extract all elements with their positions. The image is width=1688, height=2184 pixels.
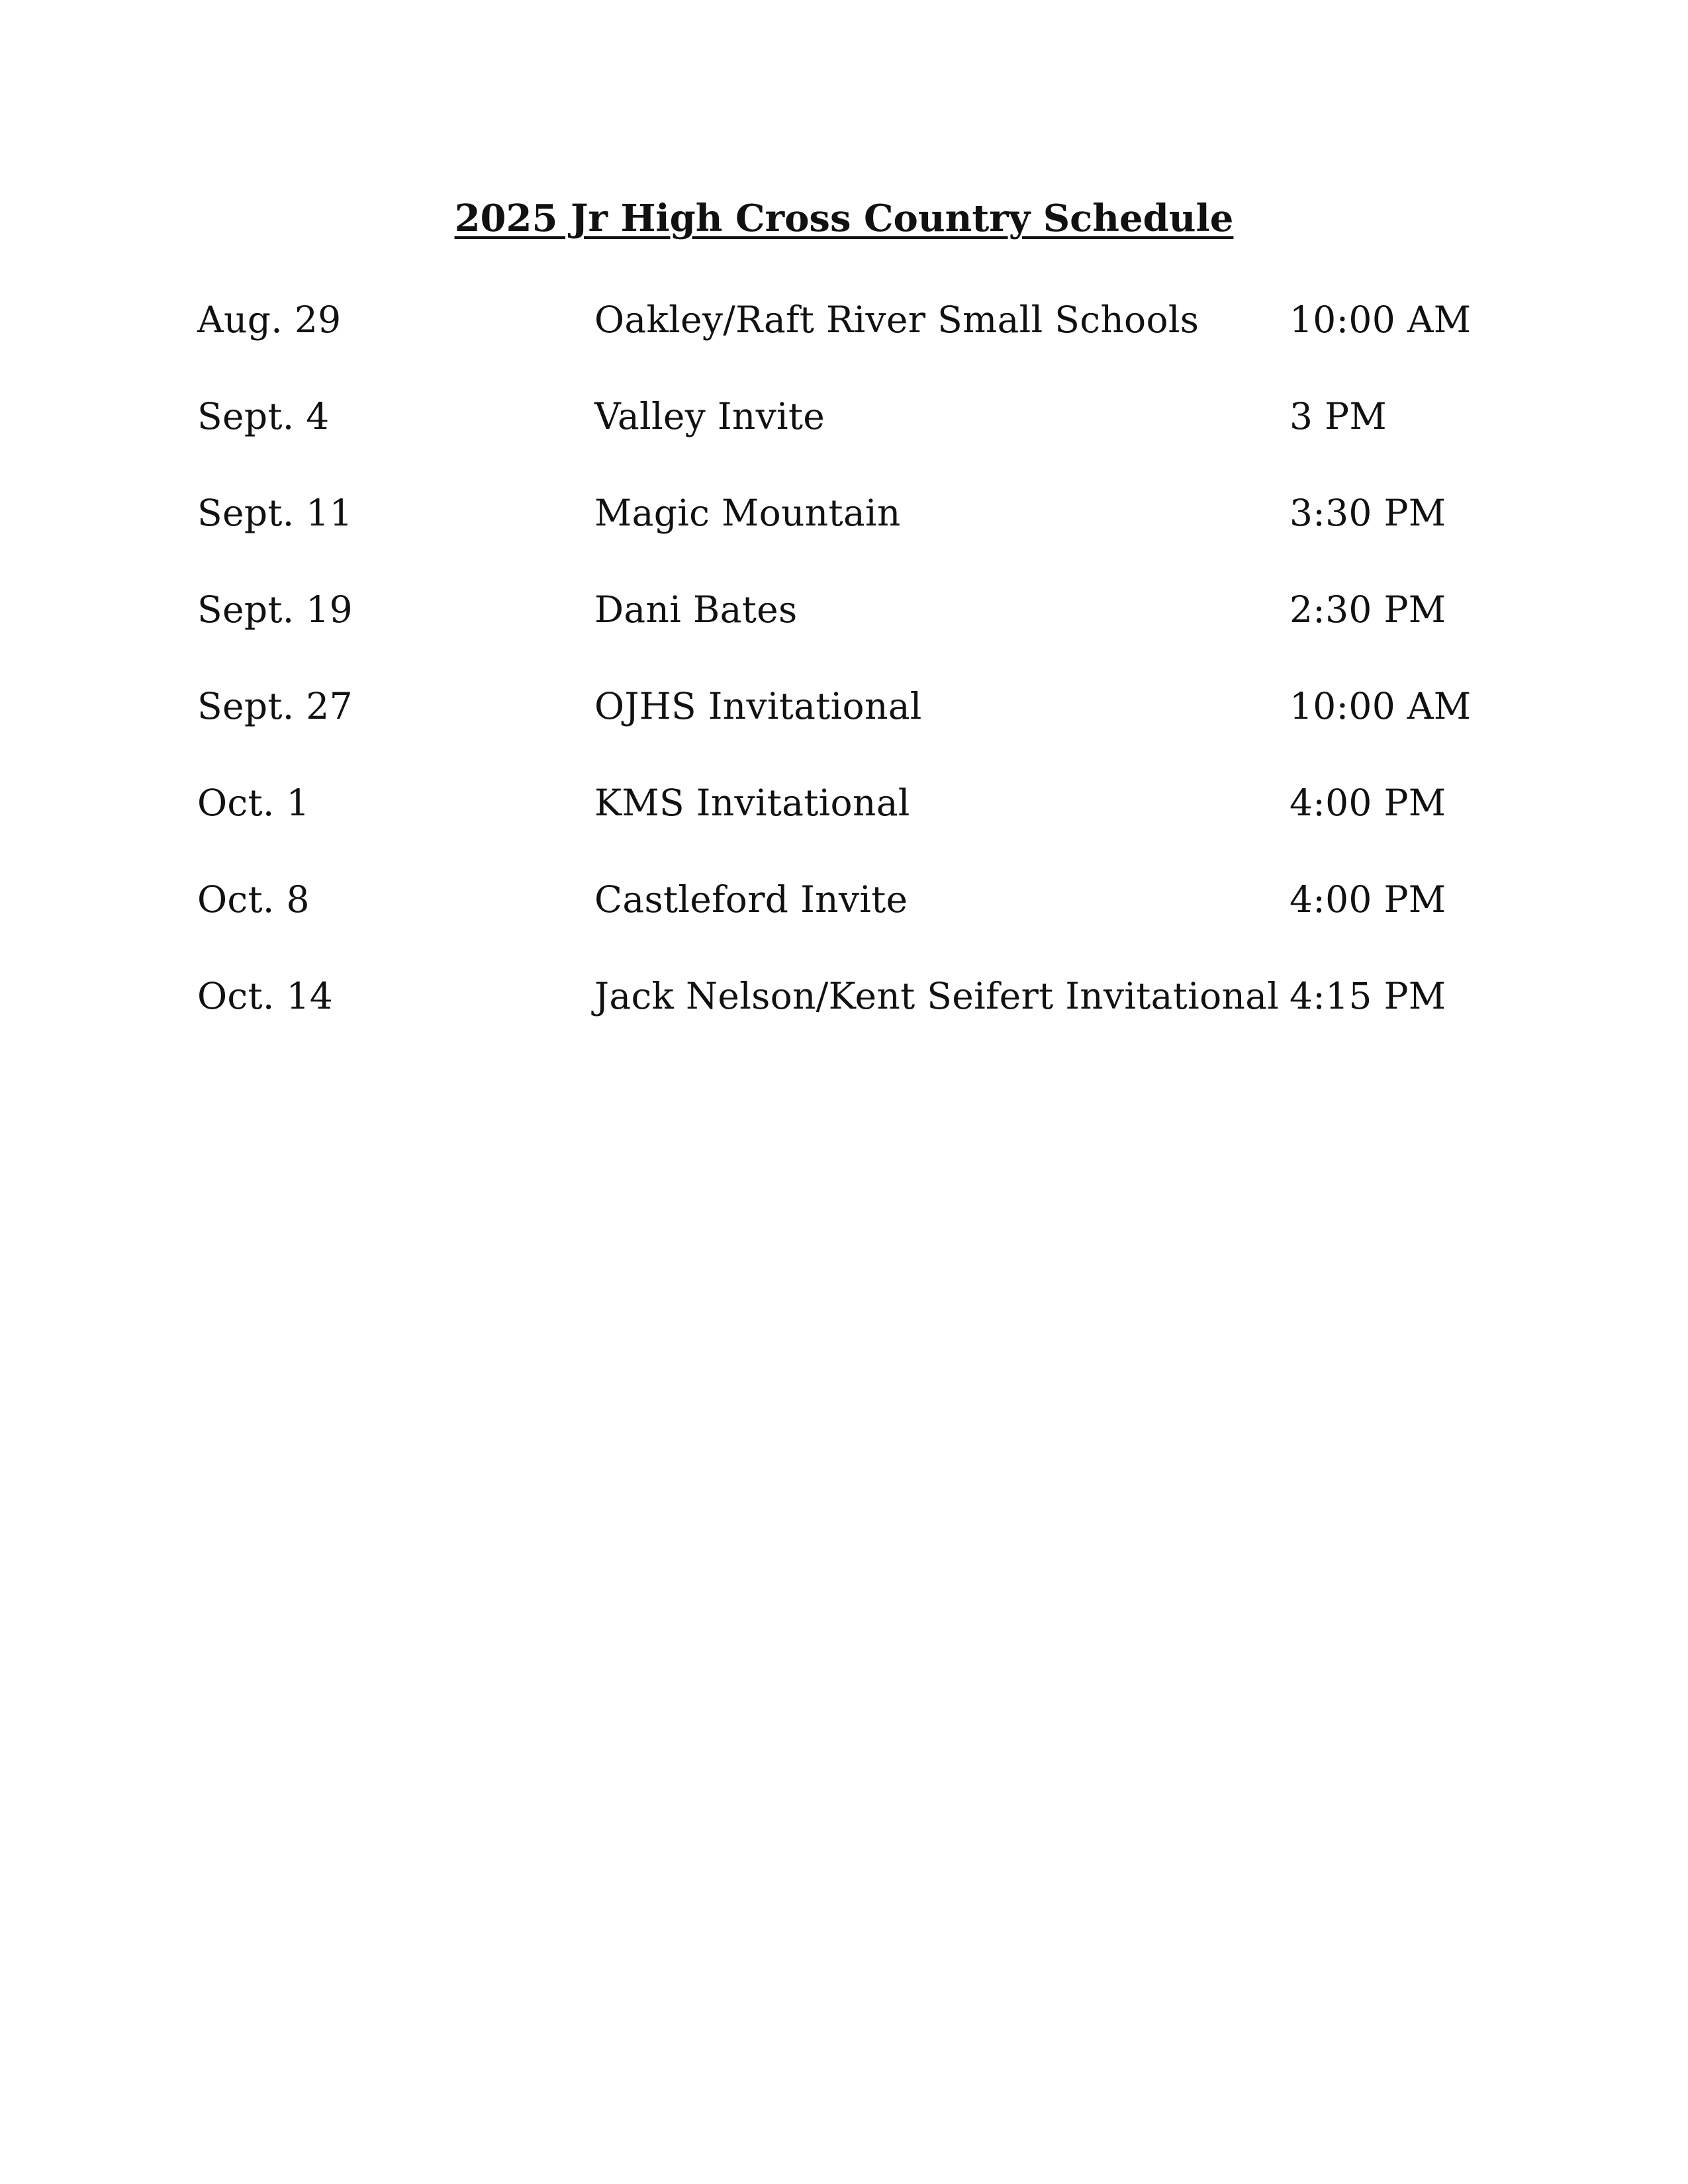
- schedule-time: 4:00 PM: [1289, 878, 1446, 921]
- schedule-date: Oct. 1: [197, 782, 310, 824]
- schedule-list: [197, 293, 1521, 1066]
- schedule-row: [197, 873, 1521, 970]
- schedule-time: 4:15 PM: [1289, 975, 1446, 1017]
- schedule-event: Castleford Invite: [594, 878, 908, 921]
- schedule-row: [197, 486, 1521, 583]
- schedule-time: 3:30 PM: [1289, 492, 1446, 534]
- schedule-date: Sept. 27: [197, 685, 353, 727]
- schedule-date: Sept. 19: [197, 588, 353, 631]
- page-title: 2025 Jr High Cross Country Schedule: [454, 197, 1234, 240]
- schedule-event: Dani Bates: [594, 588, 798, 631]
- schedule-row: [197, 583, 1521, 680]
- schedule-row: [197, 680, 1521, 776]
- schedule-event: Oakley/Raft River Small Schools: [594, 298, 1199, 341]
- schedule-event: Magic Mountain: [594, 492, 901, 534]
- schedule-row: [197, 390, 1521, 486]
- schedule-date: Sept. 11: [197, 492, 353, 534]
- schedule-event: KMS Invitational: [594, 782, 910, 824]
- schedule-time: 3 PM: [1289, 395, 1387, 437]
- schedule-row: [197, 970, 1521, 1066]
- schedule-time: 2:30 PM: [1289, 588, 1446, 631]
- schedule-event: Jack Nelson/Kent Seifert Invitational: [594, 975, 1280, 1017]
- schedule-date: Sept. 4: [197, 395, 330, 437]
- schedule-event: Valley Invite: [594, 395, 825, 437]
- schedule-date: Oct. 8: [197, 878, 310, 921]
- schedule-time: 10:00 AM: [1289, 298, 1472, 341]
- schedule-row: [197, 776, 1521, 873]
- schedule-event: OJHS Invitational: [594, 685, 922, 727]
- schedule-date: Oct. 14: [197, 975, 334, 1017]
- schedule-time: 4:00 PM: [1289, 782, 1446, 824]
- schedule-date: Aug. 29: [197, 298, 342, 341]
- schedule-time: 10:00 AM: [1289, 685, 1472, 727]
- schedule-row: [197, 293, 1521, 390]
